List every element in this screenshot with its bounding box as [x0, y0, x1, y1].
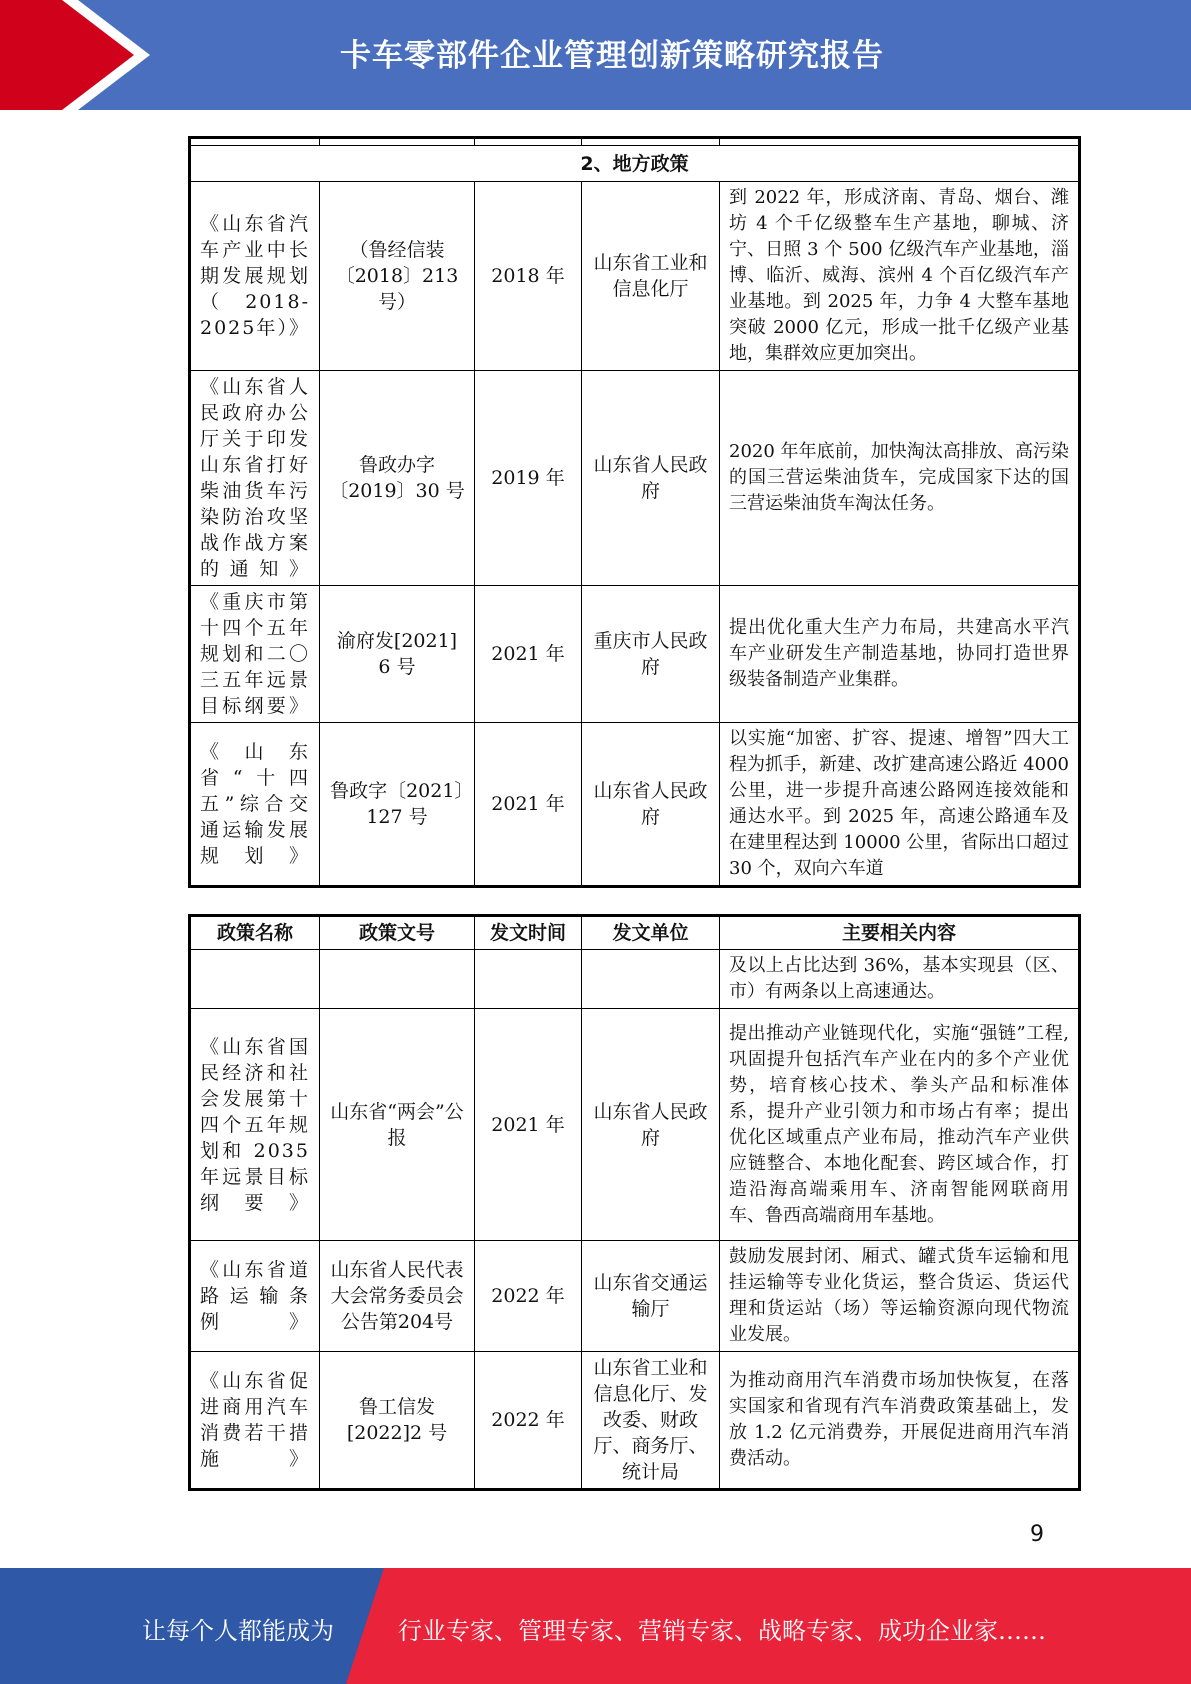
policy-content: 到 2022 年，形成济南、青岛、烟台、潍坊 4 个千亿级整车生产基地，聊城、济宁、日照 3 个 500 亿级汽车产业基地，淄博、临沂、威海、滨州 4 个百亿级汽车产业基地。到 2025 年，力争 4 大整车基地突破 2000 亿元，形成一批千亿级产业基地，集群效应更加突出。 — [720, 182, 1080, 371]
policy-issuer: 山东省工业和信息化厅、发改委、财政厅、商务厅、统计局 — [582, 1352, 720, 1490]
policy-content: 为推动商用汽车消费市场加快恢复，在落实国家和省现有汽车消费政策基础上，发放 1.2 亿元消费券，开展促进商用汽车消费活动。 — [720, 1352, 1080, 1490]
column-header-content: 主要相关内容 — [720, 916, 1080, 950]
policy-name: 《山东省促进商用汽车消费若干措施》 — [190, 1352, 320, 1490]
page-footer — [0, 1568, 1191, 1684]
policy-date: 2021 年 — [475, 586, 582, 723]
policy-issuer: 重庆市人民政府 — [582, 586, 720, 723]
table-row — [190, 1352, 1080, 1490]
policy-content: 以实施“加密、扩容、提速、增智”四大工程为抓手，新建、改扩建高速公路近 4000 公里，进一步提升高速公路网连接效能和通达水平。到 2025 年，高速公路通车及在建里程达到 10000 公里，省际出口超过 30 个，双向六车道 — [720, 723, 1080, 887]
table-row — [190, 586, 1080, 723]
policy-doc-no: 渝府发[2021] 6 号 — [320, 586, 475, 723]
policy-issuer: 山东省人民政府 — [582, 1009, 720, 1241]
page-number: 9 — [1030, 1522, 1044, 1547]
column-header-date: 发文时间 — [475, 916, 582, 950]
footer-slogan-left: 让每个人都能成为 — [142, 1617, 334, 1645]
footer-slogan-right: 行业专家、管理专家、营销专家、战略专家、成功企业家…… — [398, 1617, 1046, 1645]
policy-issuer: 山东省交通运输厅 — [582, 1241, 720, 1352]
policy-content: 提出优化重大生产力布局，共建高水平汽车产业研发生产制造基地，协同打造世界级装备制造产业集群。 — [720, 586, 1080, 723]
policy-doc-no: 山东省人民代表大会常务委员会公告第204号 — [320, 1241, 475, 1352]
table-row — [190, 371, 1080, 586]
policy-date: 2021 年 — [475, 1009, 582, 1241]
table-row — [190, 1009, 1080, 1241]
table-row — [190, 182, 1080, 371]
policy-doc-no: 鲁政字〔2021〕127 号 — [320, 723, 475, 887]
policy-issuer: 山东省人民政府 — [582, 371, 720, 586]
column-header-doc-no: 政策文号 — [320, 916, 475, 950]
policy-doc-no: 鲁政办字〔2019〕30 号 — [320, 371, 475, 586]
table-header-row — [190, 916, 1080, 950]
policy-date: 2021 年 — [475, 723, 582, 887]
policy-doc-no: （鲁经信装〔2018〕213号） — [320, 182, 475, 371]
policy-table-local — [188, 136, 1081, 888]
document-title: 卡车零部件企业管理创新策略研究报告 — [340, 38, 884, 74]
table-row-continuation-stub — [190, 138, 1080, 146]
policy-table-continued — [188, 914, 1081, 1491]
section-row — [190, 146, 1080, 182]
column-header-name: 政策名称 — [190, 916, 320, 950]
policy-issuer: 山东省工业和信息化厅 — [582, 182, 720, 371]
policy-name: 《山东省道路运输条例》 — [190, 1241, 320, 1352]
policy-content: 鼓励发展封闭、厢式、罐式货车运输和甩挂运输等专业化货运，整合货运、货运代理和货运站（场）等运输资源向现代物流业发展。 — [720, 1241, 1080, 1352]
policy-name: 《山东省人民政府办公厅关于印发山东省打好柴油货车污染防治攻坚战作战方案的通知》 — [190, 371, 320, 586]
column-header-issuer: 发文单位 — [582, 916, 720, 950]
policy-date: 2019 年 — [475, 371, 582, 586]
policy-date: 2022 年 — [475, 1352, 582, 1490]
table-row — [190, 723, 1080, 887]
policy-date: 2022 年 — [475, 1241, 582, 1352]
policy-doc-no: 山东省“两会”公报 — [320, 1009, 475, 1241]
table-row-continuation — [190, 950, 1080, 1009]
policy-name: 《山东省国民经济和社会发展第十四个五年规划和 2035 年远景目标纲要》 — [190, 1009, 320, 1241]
section-title: 2、地方政策 — [190, 146, 1080, 182]
policy-name: 《山东省“十四五”综合交通运输发展规划》 — [190, 723, 320, 887]
policy-date: 2018 年 — [475, 182, 582, 371]
policy-content: 提出推动产业链现代化，实施“强链”工程,巩固提升包括汽车产业在内的多个产业优势，培育核心技术、拳头产品和标准体系，提升产业引领力和市场占有率；提出优化区域重点产业布局，推动汽车产业供应链整合、本地化配套、跨区域合作，打造沿海高端乘用车、济南智能网联商用车、鲁西高端商用车基地。 — [720, 1009, 1080, 1241]
policy-issuer: 山东省人民政府 — [582, 723, 720, 887]
policy-content: 及以上占比达到 36%，基本实现县（区、市）有两条以上高速通达。 — [720, 950, 1080, 1009]
policy-name: 《山东省汽车产业中长期发展规划（2018-2025年）》 — [190, 182, 320, 371]
page-header — [0, 0, 1191, 110]
policy-doc-no: 鲁工信发 [2022]2 号 — [320, 1352, 475, 1490]
policy-content: 2020 年年底前，加快淘汰高排放、高污染的国三营运柴油货车，完成国家下达的国三营运柴油货车淘汰任务。 — [720, 371, 1080, 586]
table-row — [190, 1241, 1080, 1352]
policy-name: 《重庆市第十四个五年规划和二〇三五年远景目标纲要》 — [190, 586, 320, 723]
